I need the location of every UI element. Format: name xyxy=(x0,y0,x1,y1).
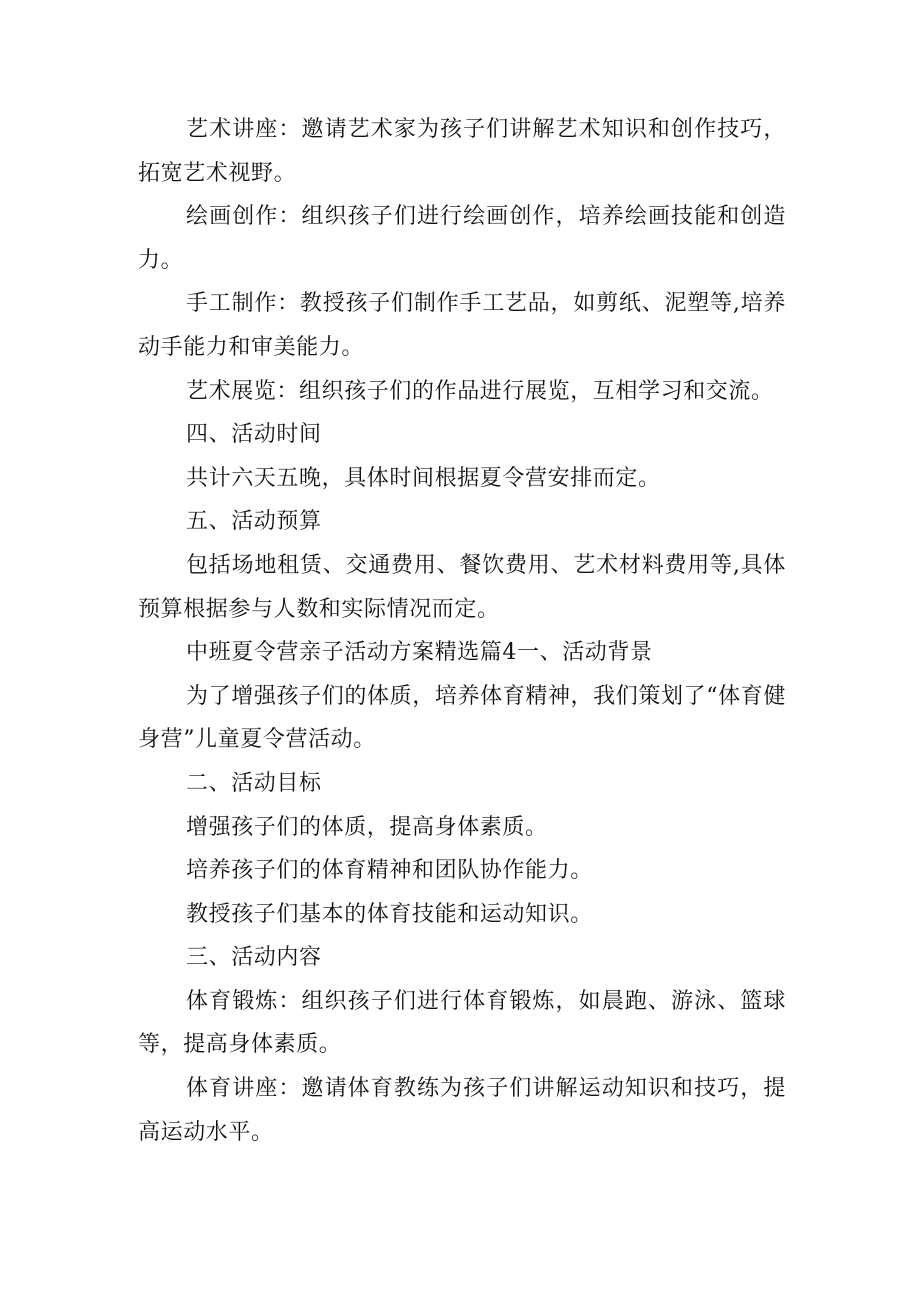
paragraph-activity-time: 共计六天五晚，具体时间根据夏令营安排而定。 xyxy=(186,465,661,491)
paragraph-sports-lecture: 体育讲座：邀请体育教练为孩子们讲解运动知识和技巧，提高运动水平。 xyxy=(138,1076,786,1145)
heading-activity-time: 四、活动时间 xyxy=(186,422,322,448)
paragraph-background: 为了增强孩子们的体质，培养体育精神，我们策划了“体育健身营”儿童夏令营活动。 xyxy=(138,683,786,753)
paragraph-painting: 绘画创作：组织孩子们进行绘画创作，培养绘画技能和创造力。 xyxy=(138,204,786,273)
heading-activity-content: 三、活动内容 xyxy=(186,945,322,971)
paragraph-activity-budget: 包括场地租赁、交通费用、餐饮费用、艺术材料费用等,具体预算根据参与人数和实际情况而定。 xyxy=(138,552,786,622)
paragraph-art-lecture: 艺术讲座：邀请艺术家为孩子们讲解艺术知识和创作技巧，拓宽艺术视野。 xyxy=(138,117,786,186)
document-body xyxy=(138,108,786,1154)
paragraph-goal-2: 培养孩子们的体育精神和团队协作能力。 xyxy=(186,858,593,884)
paragraph-sports-training: 体育锻炼：组织孩子们进行体育锻炼，如晨跑、游泳、篮球等，提高身体素质。 xyxy=(138,988,786,1058)
heading-activity-goals: 二、活动目标 xyxy=(186,770,322,796)
paragraph-handcraft: 手工制作：教授孩子们制作手工艺品，如剪纸、泥塑等,培养动手能力和审美能力。 xyxy=(138,291,786,360)
paragraph-goal-3: 教授孩子们基本的体育技能和运动知识。 xyxy=(186,901,593,927)
heading-activity-budget: 五、活动预算 xyxy=(186,509,322,535)
heading-section-4-background: 中班夏令营亲子活动方案精选篇4一、活动背景 xyxy=(186,640,653,666)
paragraph-goal-1: 增强孩子们的体质，提高身体素质。 xyxy=(186,814,548,840)
paragraph-art-exhibition: 艺术展览：组织孩子们的作品进行展览，互相学习和交流。 xyxy=(186,378,774,404)
